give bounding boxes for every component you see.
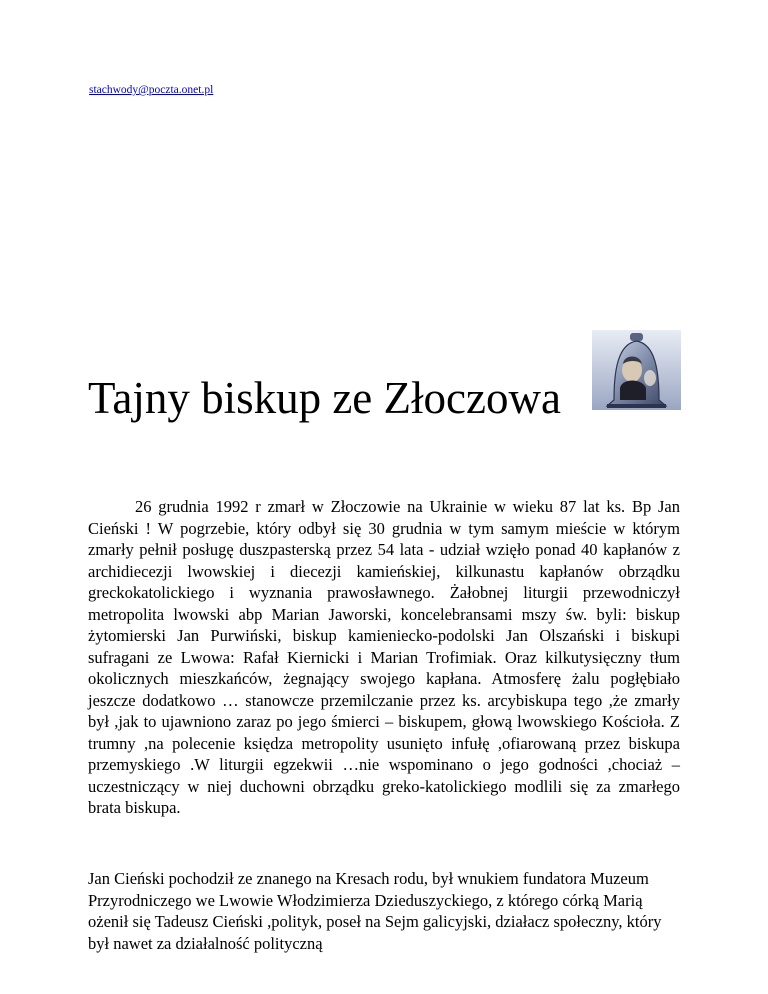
article-paragraph-2: Jan Cieński pochodził ze znanego na Kresach rodu, był wnukiem fundatora Muzeum Przyrodniczego we Lwowie Włodzimierza Dzieduszyckiego, z którego córką Marią ożenił się Tadeusz Cieński ,polityk, poseł na Sejm galicyjski, działacz społeczny, który był nawet za działalność polityczną (88, 869, 662, 953)
article-paragraph-1: 26 grudnia 1992 r zmarł w Złoczowie na Ukrainie w wieku 87 lat ks. Bp Jan Cieński ! W pogrzebie, który odbył się 30 grudnia w tym samym mieście w którym zmarły pełnił posługę duszpasterską przez 54 lata - udział wzięło ponad 40 kapłanów z archidiecezji lwowskiej i diecezji kamieńskiej, kilkunastu kapłanów obrządku greckokatolickiego i wyznania prawosławnego. Żałobnej liturgii przewodniczył metropolita lwowski abp Marian Jaworski, koncelebransami mszy św. byli: biskup żytomierski Jan Purwiński, biskup kamieniecko-podolski Jan Olszański i biskupi sufragani ze Lwowa: Rafał Kiernicki i Marian Trofimiak. Oraz kilkutysięczny tłum okolicznych mieszkańców, żegnający swojego kapłana. Atmosferę żalu pogłębiało jeszcze dodatkowo … stanowcze przemilczanie przez ks. arcybiskupa tego ,że zmarły był ,jak to ujawniono zaraz po jego śmierci – biskupem, głową lwowskiego Kościoła. Z trumny ,na polecenie księdza metropolity usunięto infułę ,ofiarowaną przez biskupa przemyskiego .W liturgii egzekwii …nie wspominano o jego godności ,chociaż – uczestniczący w niej duchowni obrządku greko-katolickiego modlili się za zmarłego brata biskupa. (88, 497, 680, 817)
article-title: Tajny biskup ze Złoczowa (88, 373, 561, 423)
bell-portrait-icon (592, 330, 681, 410)
email-link[interactable]: stachwody@poczta.onet.pl (89, 84, 214, 96)
